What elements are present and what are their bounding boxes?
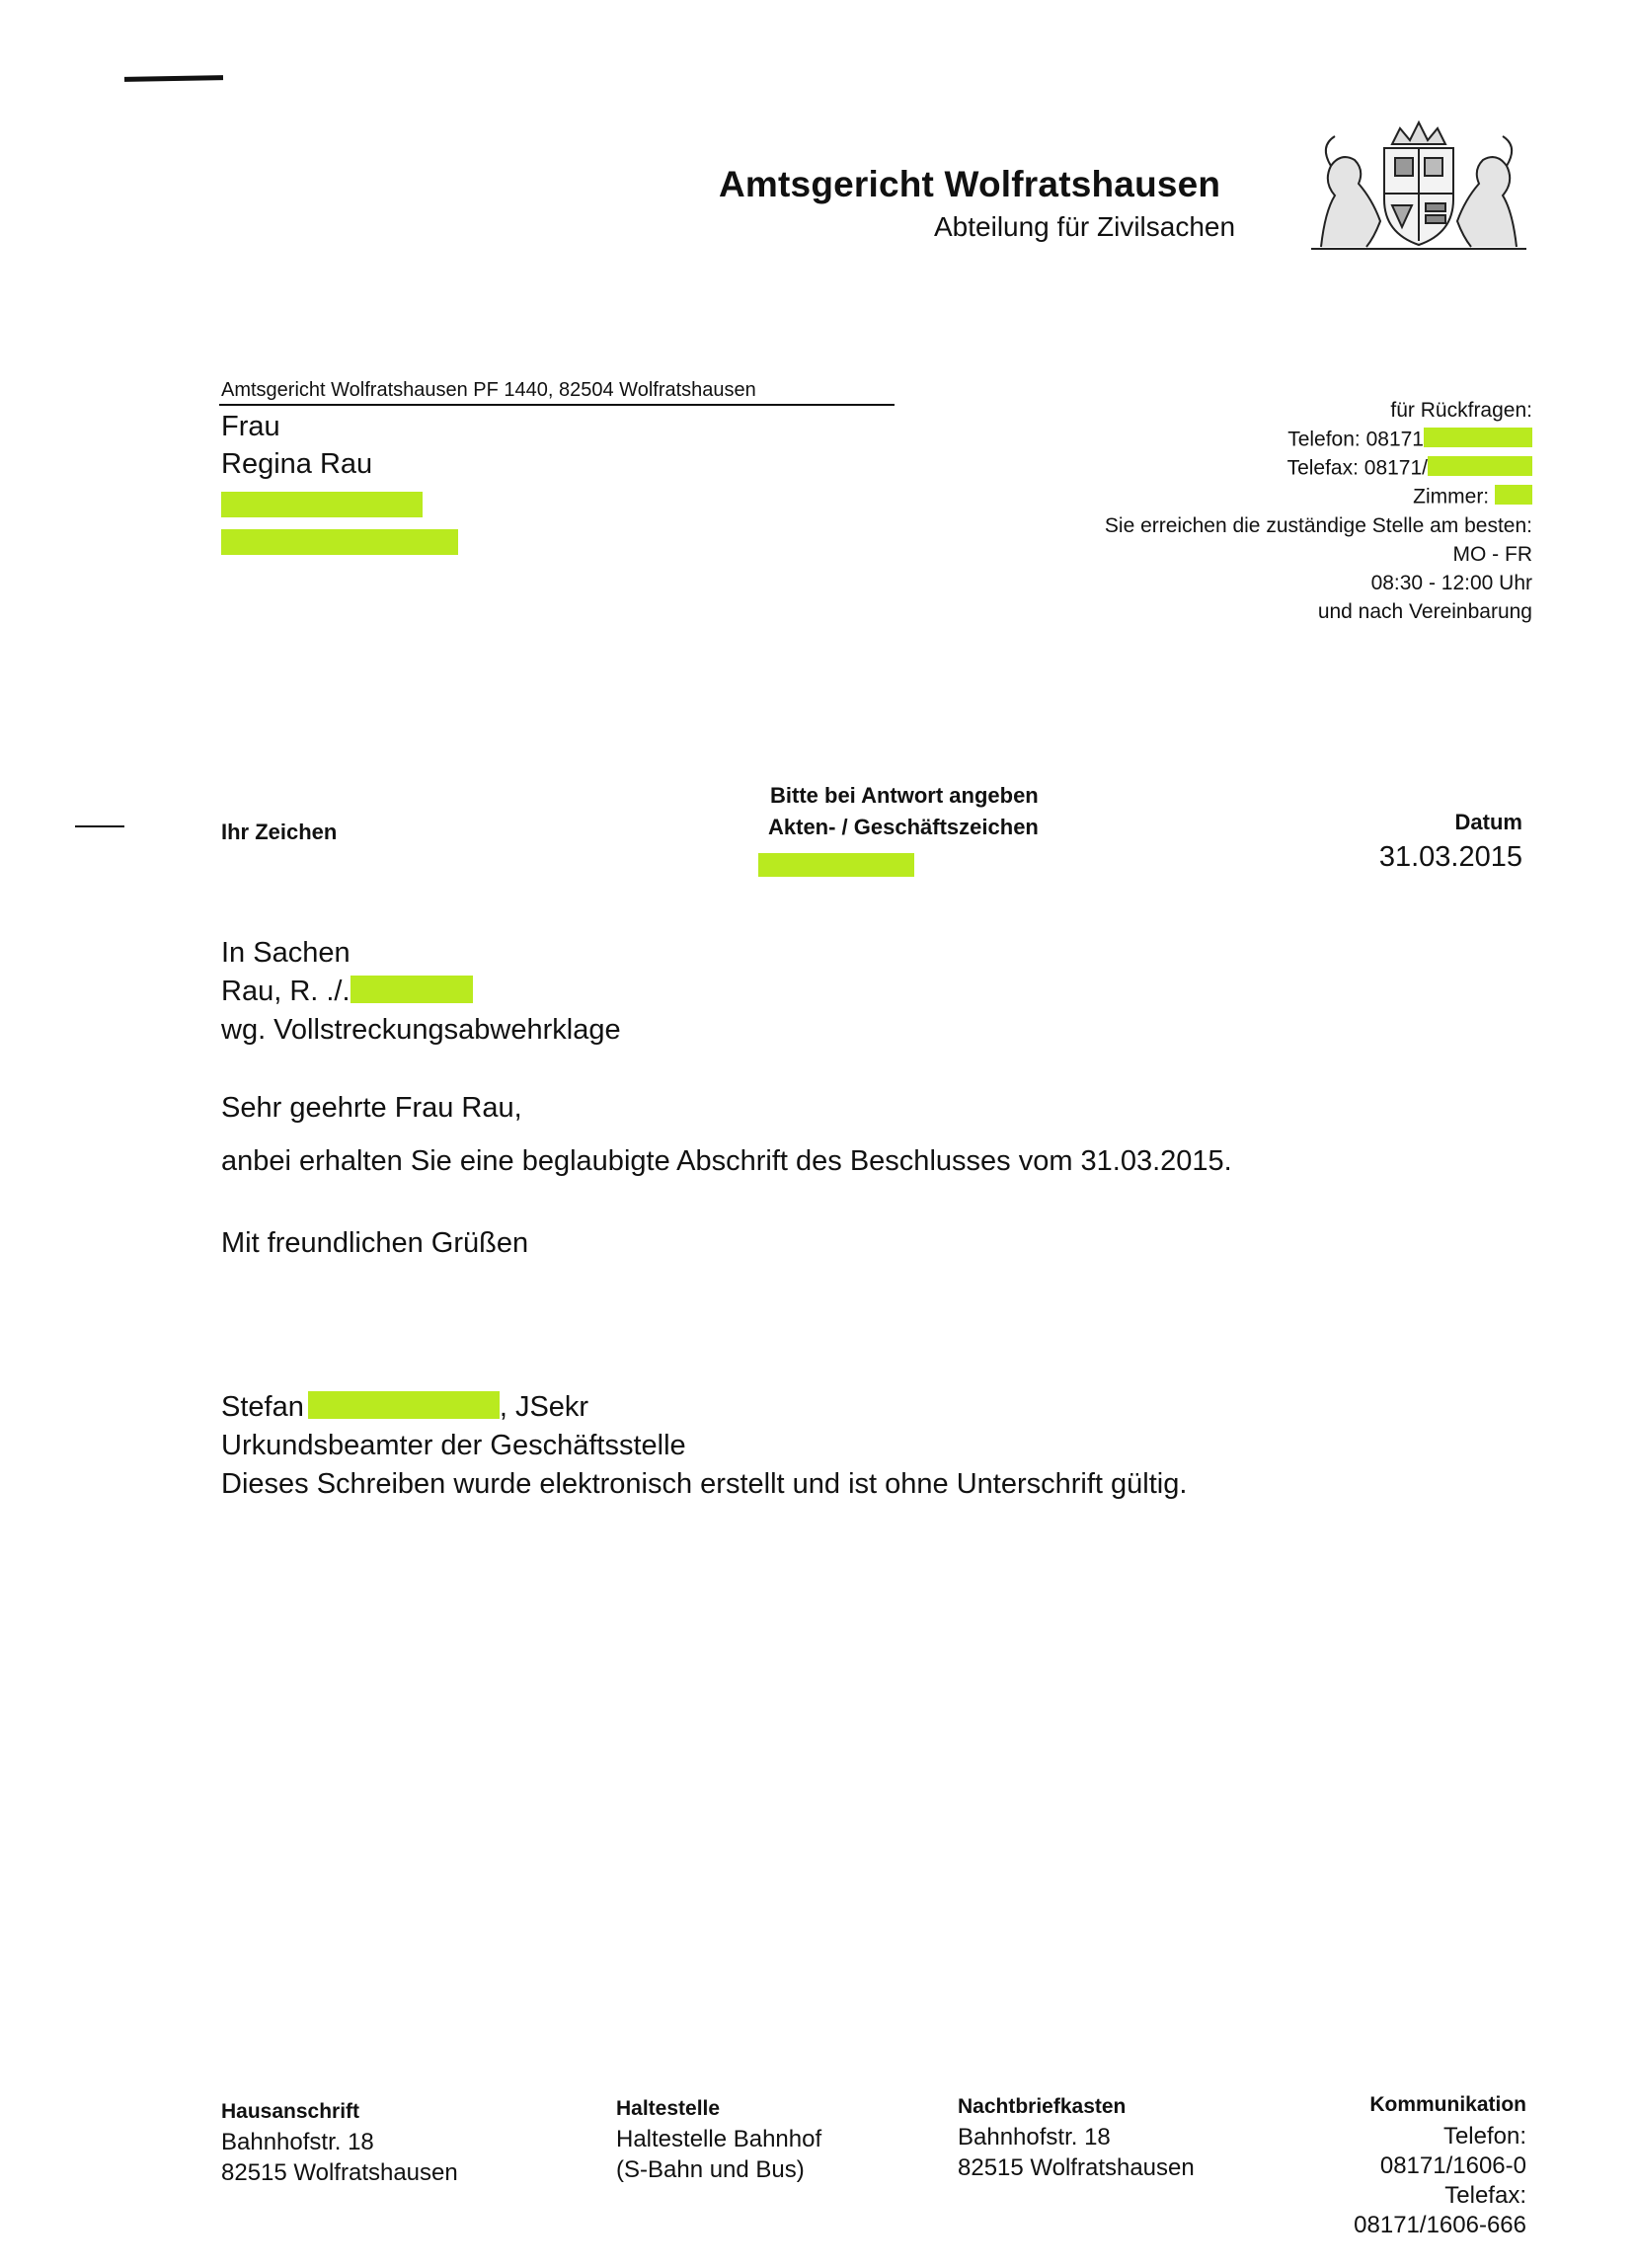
redacted-recipient-street [221, 492, 423, 517]
redacted-telefon [1424, 428, 1532, 447]
sender-return-address: Amtsgericht Wolfratshausen PF 1440, 82504 Wolfratshausen [221, 379, 756, 401]
contact-telefon-label: Telefon: 08171 [1287, 428, 1424, 451]
court-name: Amtsgericht Wolfratshausen [719, 164, 1221, 204]
parties [221, 976, 473, 1008]
redacted-zimmer [1495, 485, 1532, 505]
datum-label: Datum [1454, 810, 1522, 834]
redacted-recipient-city [221, 529, 458, 555]
contact-telefon [1287, 428, 1532, 451]
footer-kommunikation-telefon-value: 08171/1606-0 [1379, 2152, 1526, 2179]
footer-hausanschrift-line2: 82515 Wolfratshausen [221, 2159, 458, 2186]
akten-label: Akten- / Geschäftszeichen [768, 815, 1039, 839]
footer-haltestelle-line1: Haltestelle Bahnhof [616, 2126, 822, 2152]
contact-days: MO - FR [1452, 543, 1532, 566]
scan-mark-left [75, 825, 124, 827]
signer-role: Urkundsbeamter der Geschäftsstelle [221, 1430, 686, 1461]
coat-of-arms-icon [1301, 117, 1536, 251]
footer-kommunikation-telefon-label: Telefon: [1442, 2123, 1526, 2150]
contact-zimmer-label: Zimmer: [1413, 485, 1490, 508]
message: anbei erhalten Sie eine beglaubigte Abschrift des Beschlusses vom 31.03.2015. [221, 1145, 1232, 1177]
contact-best-reach: Sie erreichen die zuständige Stelle am besten: [1104, 514, 1532, 537]
footer-haltestelle-heading: Haltestelle [616, 2097, 721, 2120]
subject: wg. Vollstreckungsabwehrklage [221, 1014, 621, 1046]
footer-kommunikation-heading: Kommunikation [1369, 2093, 1526, 2116]
contact-zimmer [1413, 485, 1532, 508]
redacted-party [350, 976, 473, 1003]
footer-nachtbriefkasten-heading: Nachtbriefkasten [958, 2095, 1127, 2118]
electronic-note: Dieses Schreiben wurde elektronisch erstellt und ist ohne Unterschrift gültig. [221, 1468, 1188, 1500]
signer-suffix: , JSekr [499, 1391, 589, 1424]
footer-nachtbriefkasten-line1: Bahnhofstr. 18 [958, 2124, 1111, 2151]
contact-telefax-label: Telefax: 08171/ [1286, 456, 1428, 480]
in-sachen: In Sachen [221, 937, 350, 969]
footer-kommunikation-telefax-label: Telefax: [1444, 2182, 1526, 2209]
scan-mark-top [124, 75, 223, 82]
redacted-telefax [1428, 456, 1532, 476]
footer-hausanschrift-line1: Bahnhofstr. 18 [221, 2129, 374, 2155]
signer-first-name: Stefan [221, 1391, 304, 1424]
contact-telefax [1287, 456, 1532, 480]
contact-appointment: und nach Vereinbarung [1317, 600, 1532, 623]
department: Abteilung für Zivilsachen [934, 211, 1236, 242]
contact-heading: für Rückfragen: [1390, 399, 1532, 422]
contact-hours: 08:30 - 12:00 Uhr [1370, 572, 1532, 594]
redacted-aktenzeichen [758, 853, 914, 877]
datum-value: 31.03.2015 [1378, 841, 1522, 873]
footer-haltestelle-line2: (S-Bahn und Bus) [616, 2156, 805, 2183]
recipient-salutation: Frau [221, 411, 280, 442]
footer-kommunikation-telefax-value: 08171/1606-666 [1354, 2212, 1526, 2238]
bitte-angeben-label: Bitte bei Antwort angeben [770, 783, 1039, 808]
ihr-zeichen-label: Ihr Zeichen [221, 820, 338, 844]
redacted-signer-surname [308, 1391, 500, 1419]
footer-nachtbriefkasten-line2: 82515 Wolfratshausen [958, 2154, 1195, 2181]
greeting: Sehr geehrte Frau Rau, [221, 1092, 522, 1124]
parties-prefix: Rau, R. ./. [221, 976, 350, 1008]
closing: Mit freundlichen Grüßen [221, 1227, 529, 1259]
signer-name [221, 1391, 588, 1424]
footer-hausanschrift-heading: Hausanschrift [221, 2100, 360, 2123]
recipient-name: Regina Rau [221, 448, 373, 480]
sender-underline [219, 404, 895, 406]
